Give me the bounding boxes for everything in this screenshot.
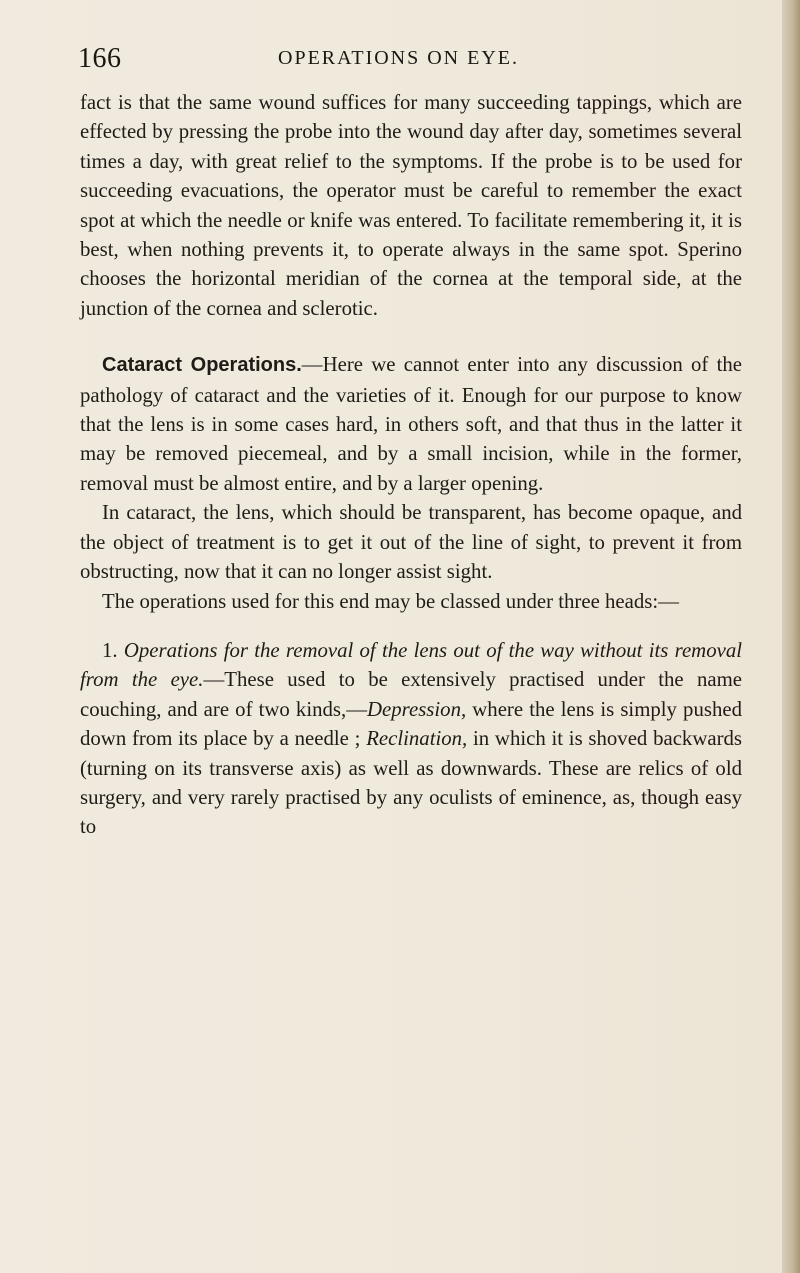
paragraph-text: —These used to be extensively practised under the name couching, and are of two kinds,— — [80, 668, 743, 721]
paragraph-spacer — [80, 323, 742, 350]
paragraph-text: where the lens is simply pushed down from its place by a needle ; — [80, 697, 742, 751]
page-edge-shadow — [782, 0, 800, 1273]
page-number: 166 — [78, 43, 122, 74]
paragraph-three-heads: The operations used for this end may be classed under three heads:— — [102, 589, 679, 613]
paragraph-spacer — [80, 616, 742, 636]
term-reclination: Reclination, — [366, 727, 468, 751]
term-depression: Depression, — [367, 697, 467, 721]
list-item-title: Operations for the removal of the lens out of the way without its removal from the eye. — [80, 638, 742, 692]
paragraph-continuation: fact is that the same wound suffices for many succeeding tappings, which are effected by pressing the probe into the wound day after day, sometimes several times a day, with great relief to the symptoms. If the probe is to be used for succeeding evacuations, the operator must be careful to remember the exact spot at which the needle or knife was entered. To facilitate remembering it, it is best, when nothing prevents it, to operate always in the same spot. Sperino chooses the horizontal meridian of the cornea at the temporal side, at the junction of the cornea and sclerotic. — [80, 91, 742, 320]
paragraph-list-item-1 — [80, 636, 742, 842]
paragraph-text: in which it is shoved backwards (turning on its transverse axis) as well as downwards. These are relics of old surgery, and very rarely practised by any oculists of eminence, as, though easy to — [80, 727, 742, 839]
list-number: 1. — [102, 638, 118, 662]
body-text — [80, 88, 742, 842]
paragraph-text: —Here we cannot enter into any discussion of the pathology of cataract and the varieties of it. Enough for our purpose to know that the lens is in some cases hard, in others soft, and that thus in the latter it may be removed piecemeal, and by a small incision, while in the former, removal must be almost entire, and by a larger opening. — [80, 353, 742, 495]
page-header — [78, 43, 738, 73]
running-title: OPERATIONS ON EYE. — [278, 47, 519, 69]
section-heading: Cataract Operations. — [102, 354, 302, 377]
paragraph-cataract-operations — [80, 350, 742, 498]
paragraph-lens-opaque: In cataract, the lens, which should be transparent, has become opaque, and the object of treatment is to get it out of the line of sight, to prevent it from obstructing, now that it can no longer assist sight. — [80, 501, 742, 584]
